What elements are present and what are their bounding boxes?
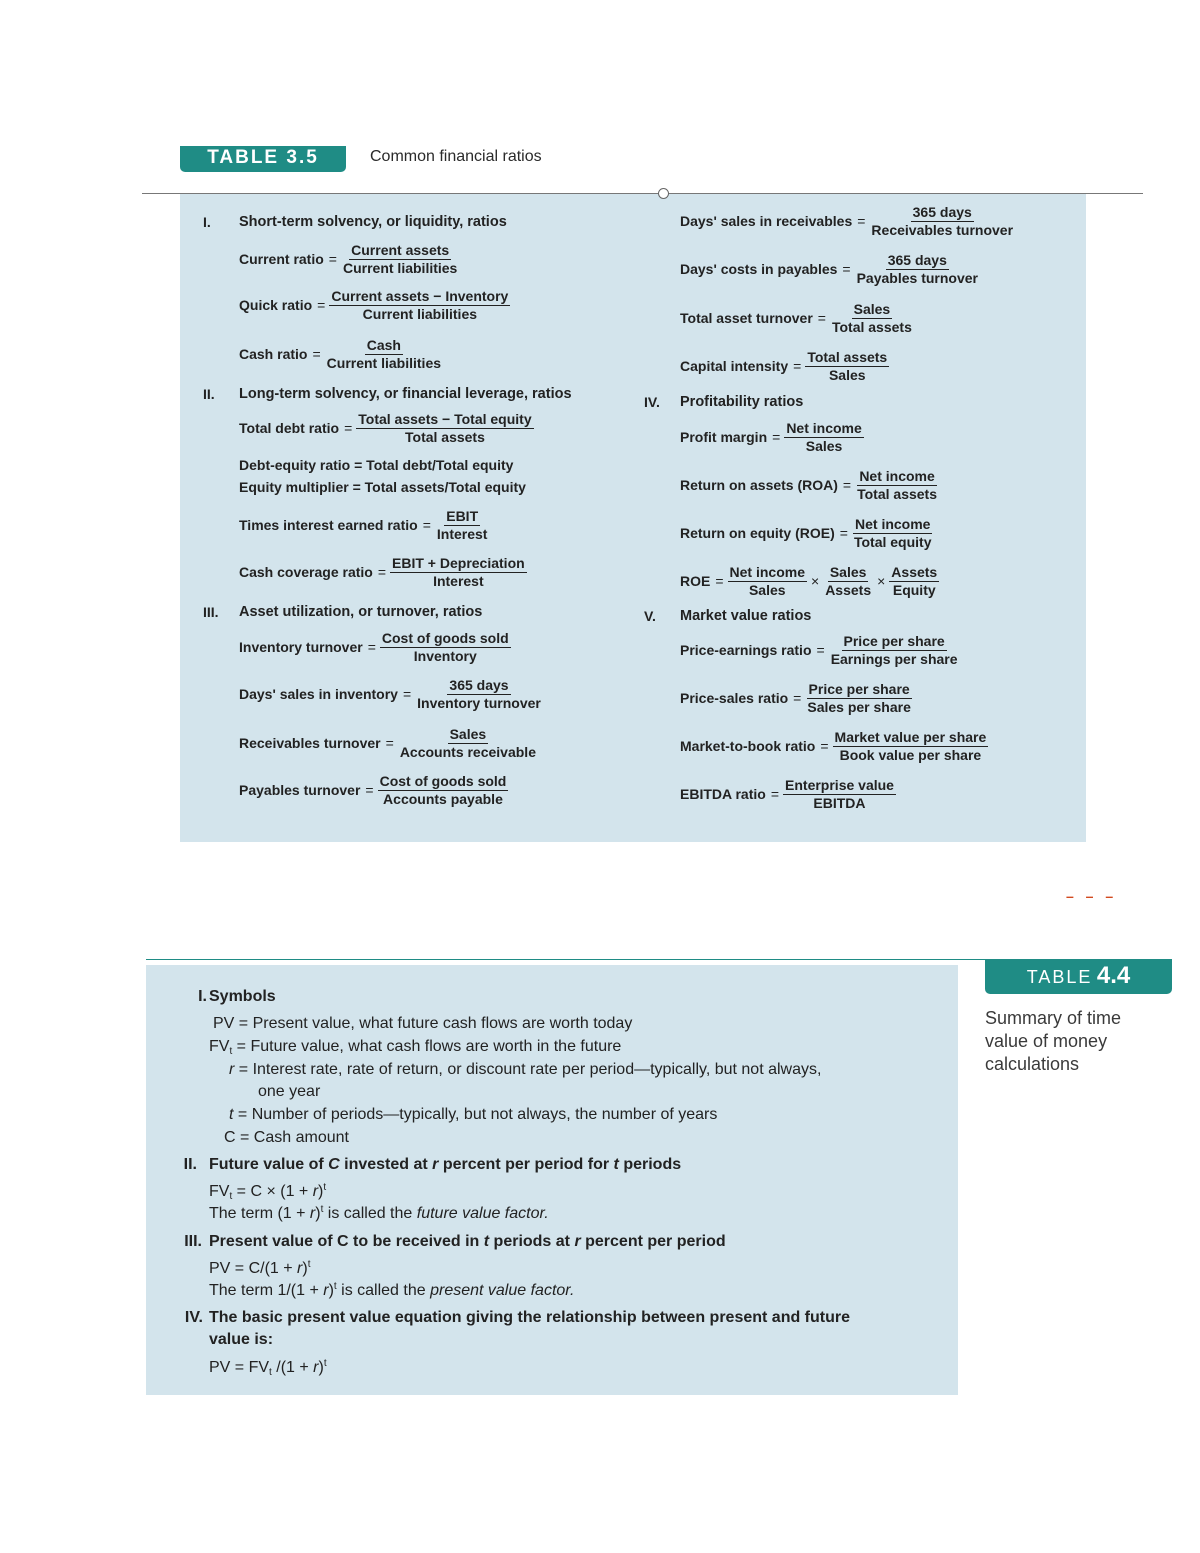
formula-capital-intensity — [680, 349, 890, 383]
formula-quick-ratio — [239, 288, 511, 322]
note-text: is called the — [336, 1282, 431, 1299]
variable: r — [312, 1183, 319, 1200]
formula-price-earnings-ratio — [680, 633, 961, 667]
numerator: Net income — [786, 420, 862, 436]
denominator: Sales — [828, 367, 866, 383]
section-number: II. — [203, 386, 215, 402]
formula-label: Return on equity (ROE) — [680, 525, 835, 541]
fraction — [784, 420, 863, 454]
numerator: 365 days — [912, 204, 972, 220]
formula-text: ) — [318, 1183, 324, 1200]
formula-label: Cash coverage ratio — [239, 564, 373, 580]
formula-days-costs-in-payables — [680, 252, 981, 286]
variable: t — [483, 1233, 490, 1250]
numerator: Current assets — [351, 242, 450, 258]
formula-days-sales-in-inventory — [239, 677, 544, 711]
formula-days-sales-in-receivables — [680, 204, 1016, 238]
denominator: Receivables turnover — [871, 222, 1014, 238]
superscript: t — [323, 1358, 327, 1369]
fraction — [325, 337, 443, 371]
variable: r — [313, 1359, 319, 1376]
fraction — [830, 301, 914, 335]
formula-label: Market-to-book ratio — [680, 738, 816, 754]
equals-sign: = — [857, 213, 866, 229]
variable: t — [613, 1156, 619, 1173]
equals-sign: = — [793, 690, 802, 706]
symbol-text: = Future value, what cash flows are worth in the future — [232, 1038, 622, 1055]
formula-times-interest-earned — [239, 508, 490, 542]
section-number: II. — [183, 1156, 197, 1173]
equals-sign: = — [839, 525, 848, 541]
table-tag-number: 4.4 — [1096, 962, 1131, 989]
variable: t — [229, 1106, 234, 1123]
formula-label: EBITDA ratio — [680, 786, 766, 802]
formula-future-value — [209, 1182, 326, 1202]
fraction — [378, 773, 509, 807]
future-value-factor-note — [209, 1204, 549, 1223]
fraction — [380, 630, 511, 664]
fraction — [855, 468, 939, 502]
emphasis: future value factor. — [416, 1205, 549, 1222]
fraction — [805, 681, 913, 715]
superscript: t — [307, 1259, 311, 1270]
formula-label: Times interest earned ratio — [239, 517, 418, 533]
note-text: ) — [315, 1205, 321, 1222]
numerator: Price per share — [843, 633, 945, 649]
formula-label: Payables turnover — [239, 782, 361, 798]
title-text: Present value of C to be received in — [209, 1233, 484, 1250]
symbol-text: = Interest rate, rate of return, or discount rate per period—typically, but not always, — [234, 1061, 822, 1078]
section-title: Asset utilization, or turnover, ratios — [239, 604, 483, 620]
formula-current-ratio — [239, 242, 460, 276]
formula-cash-ratio — [239, 337, 444, 371]
numerator: Cash — [366, 337, 401, 353]
denominator: Current liabilities — [362, 306, 478, 322]
symbol-t — [229, 1106, 717, 1124]
fraction — [329, 288, 510, 322]
title-text: invested at — [339, 1156, 433, 1173]
denominator: Total assets — [405, 429, 485, 445]
equals-sign: = — [817, 310, 826, 326]
formula-label: Total asset turnover — [680, 310, 813, 326]
title-text: periods at — [489, 1233, 575, 1250]
fraction — [728, 564, 807, 598]
formula-roe-dupont — [680, 564, 940, 598]
equals-sign: = — [820, 738, 829, 754]
formula-label: Inventory turnover — [239, 639, 363, 655]
section-number: V. — [644, 608, 656, 624]
numerator: Current assets − Inventory — [331, 288, 509, 304]
title-text: percent per period — [580, 1233, 726, 1250]
denominator: Assets — [825, 582, 872, 598]
table-3-5-tag: TABLE 3.5 — [180, 146, 346, 172]
variable: r — [574, 1233, 581, 1250]
title-text: percent per period for — [438, 1156, 614, 1173]
equals-sign: = — [317, 297, 326, 313]
symbol-r-continued: one year — [258, 1083, 321, 1100]
section-number: IV. — [184, 1309, 203, 1326]
section-title — [209, 1233, 726, 1251]
formula-present-value — [209, 1259, 310, 1278]
fraction — [855, 252, 980, 286]
equals-sign: = — [770, 786, 780, 802]
variable: C — [328, 1156, 340, 1173]
denominator: Total equity — [853, 534, 932, 550]
formula-receivables-turnover — [239, 726, 539, 760]
equals-sign: = — [365, 782, 374, 798]
numerator: Price per share — [808, 681, 910, 697]
numerator: Sales — [829, 564, 867, 580]
formula-label: ROE — [680, 573, 711, 589]
formula-label: Price-sales ratio — [680, 690, 789, 706]
formula-payables-turnover — [239, 773, 509, 807]
table-4-4-description: Summary of time value of money calculations — [985, 1008, 1122, 1074]
times-sign: × — [811, 573, 820, 589]
denominator: Equity — [892, 582, 936, 598]
numerator: 365 days — [449, 677, 509, 693]
variable: r — [309, 1205, 316, 1222]
formula-label: Days' costs in payables — [680, 261, 838, 277]
formula-text: FV — [209, 1183, 230, 1200]
fraction — [829, 633, 960, 667]
denominator: Sales — [748, 582, 786, 598]
fraction — [783, 777, 896, 811]
formula-market-to-book-ratio — [680, 729, 989, 763]
numerator: Net income — [859, 468, 935, 484]
variable: r — [229, 1061, 235, 1078]
subscript: t — [229, 1191, 233, 1202]
section-title: Symbols — [209, 988, 276, 1005]
section-number: III. — [184, 1233, 202, 1250]
equals-sign: = — [422, 517, 431, 533]
equals-sign: = — [377, 564, 387, 580]
fraction — [852, 516, 934, 550]
numerator: Sales — [449, 726, 487, 742]
equals-sign: = — [312, 346, 321, 362]
times-sign: × — [877, 573, 886, 589]
denominator: Current liabilities — [326, 355, 442, 371]
symbol-r — [229, 1061, 821, 1079]
formula-text: = C × (1 + — [232, 1183, 313, 1200]
symbol-c: C = Cash amount — [224, 1129, 349, 1146]
formula-inventory-turnover — [239, 630, 512, 664]
numerator: Cost of goods sold — [381, 630, 509, 646]
numerator: Enterprise value — [785, 777, 894, 793]
symbol-text: FV — [209, 1038, 230, 1055]
page-number-fragment: – – – — [1066, 888, 1118, 904]
formula-label: Days' sales in receivables — [680, 213, 853, 229]
formula-text: ) — [318, 1359, 324, 1376]
formula-label: Cash ratio — [239, 346, 308, 362]
numerator: Sales — [853, 301, 891, 317]
equals-sign: = — [842, 477, 852, 493]
denominator: Interest — [436, 526, 488, 542]
note-text: ) — [328, 1282, 334, 1299]
equals-sign: = — [772, 429, 781, 445]
numerator: Net income — [729, 564, 805, 580]
denominator: Payables turnover — [856, 270, 978, 286]
superscript: t — [320, 1204, 324, 1215]
formula-text: ) — [302, 1260, 308, 1277]
formula-debt-equity-ratio — [239, 457, 513, 473]
numerator: Net income — [855, 516, 931, 532]
section-number: IV. — [644, 394, 660, 410]
equals-sign: = — [715, 573, 724, 589]
formula-label: Days' sales in inventory — [239, 686, 398, 702]
formula-label: Return on assets (ROA) — [680, 477, 838, 493]
formula-label: Receivables turnover — [239, 735, 381, 751]
fraction — [833, 729, 989, 763]
denominator: Earnings per share — [830, 651, 958, 667]
table-3-5-title: Common financial ratios — [370, 148, 542, 165]
section-title-continued: value is: — [209, 1331, 274, 1348]
formula-return-on-assets — [680, 468, 940, 502]
numerator: Total assets − Total equity — [358, 411, 532, 427]
superscript: t — [333, 1281, 337, 1292]
formula-text: Debt-equity ratio = Total debt/Total equity — [239, 457, 514, 473]
superscript: t — [323, 1182, 327, 1193]
section-number: I. — [203, 214, 211, 230]
fraction — [823, 564, 873, 598]
denominator: Total assets — [831, 319, 912, 335]
section-title: Market value ratios — [680, 608, 812, 624]
formula-label: Total debt ratio — [239, 420, 340, 436]
equals-sign: = — [328, 251, 337, 267]
fraction — [435, 508, 490, 542]
numerator: EBIT + Depreciation — [392, 555, 525, 571]
formula-label: Profit margin — [680, 429, 768, 445]
fraction — [805, 349, 889, 383]
formula-profit-margin — [680, 420, 865, 454]
title-text: periods — [618, 1156, 682, 1173]
formula-total-asset-turnover — [680, 301, 915, 335]
section-title — [209, 1156, 681, 1174]
numerator: Cost of goods sold — [379, 773, 507, 789]
denominator: Interest — [433, 573, 484, 589]
fraction — [356, 411, 533, 445]
section-title: The basic present value equation giving the relationship between present and future — [209, 1309, 851, 1326]
equals-sign: = — [367, 639, 376, 655]
variable: r — [297, 1260, 303, 1277]
denominator: EBITDA — [813, 795, 866, 811]
formula-text: /(1 + — [271, 1359, 314, 1376]
note-text: The term (1 + — [209, 1205, 310, 1222]
denominator: Accounts payable — [383, 791, 503, 807]
equals-sign: = — [842, 261, 851, 277]
denominator: Sales per share — [807, 699, 911, 715]
section-title: Long-term solvency, or financial leverage, ratios — [239, 386, 572, 402]
equals-sign: = — [816, 642, 825, 658]
section-number: I. — [198, 988, 207, 1005]
formula-ebitda-ratio — [680, 777, 897, 811]
formula-label: Current ratio — [239, 251, 324, 267]
symbol-pv: PV = Present value, what future cash flows are worth today — [213, 1015, 633, 1032]
denominator: Current liabilities — [342, 260, 458, 276]
equals-sign: = — [344, 420, 353, 436]
section-number: III. — [203, 604, 219, 620]
denominator: Book value per share — [839, 747, 982, 763]
fraction — [341, 242, 459, 276]
fraction — [889, 564, 939, 598]
table-tag-word: TABLE — [1026, 967, 1093, 987]
denominator: Inventory turnover — [417, 695, 541, 711]
section-title: Profitability ratios — [680, 394, 804, 410]
denominator: Accounts receivable — [399, 744, 536, 760]
formula-total-debt-ratio — [239, 411, 535, 445]
denominator: Sales — [805, 438, 843, 454]
formula-return-on-equity — [680, 516, 935, 550]
fraction — [869, 204, 1015, 238]
denominator: Inventory — [413, 648, 477, 664]
table-4-4-tag — [985, 959, 1172, 994]
formula-equity-multiplier — [239, 479, 526, 495]
section-title: Short-term solvency, or liquidity, ratios — [239, 214, 507, 230]
numerator: EBIT — [446, 508, 479, 524]
formula-price-sales-ratio — [680, 681, 914, 715]
formula-label: Price-earnings ratio — [680, 642, 812, 658]
numerator: 365 days — [887, 252, 947, 268]
numerator: Assets — [891, 564, 938, 580]
equals-sign: = — [793, 358, 802, 374]
equals-sign: = — [385, 735, 394, 751]
equals-sign: = — [402, 686, 412, 702]
note-text: The term 1/(1 + — [209, 1282, 324, 1299]
emphasis: present value factor. — [430, 1282, 575, 1299]
formula-basic-present-value — [209, 1358, 327, 1378]
subscript: t — [229, 1046, 233, 1057]
title-text: Future value of — [209, 1156, 329, 1173]
subscript: t — [269, 1367, 272, 1378]
formula-text: PV = C/(1 + — [209, 1260, 298, 1277]
denominator: Total assets — [857, 486, 937, 502]
formula-cash-coverage-ratio — [239, 555, 528, 589]
formula-label: Capital intensity — [680, 358, 789, 374]
formula-label: Quick ratio — [239, 297, 313, 313]
fraction — [415, 677, 543, 711]
formula-text: Equity multiplier = Total assets/Total equity — [239, 479, 526, 495]
variable: r — [432, 1156, 439, 1173]
fraction — [398, 726, 538, 760]
symbol-fv — [209, 1038, 621, 1057]
numerator: Market value per share — [834, 729, 987, 745]
note-text: is called the — [323, 1205, 417, 1222]
variable: r — [323, 1282, 329, 1299]
present-value-factor-note — [209, 1281, 574, 1300]
symbol-text: = Number of periods—typically, but not always, the number of years — [233, 1106, 718, 1123]
fraction — [390, 555, 527, 589]
numerator: Total assets — [807, 349, 888, 365]
divider-dot — [658, 188, 669, 199]
formula-text: PV = FV — [209, 1359, 270, 1376]
